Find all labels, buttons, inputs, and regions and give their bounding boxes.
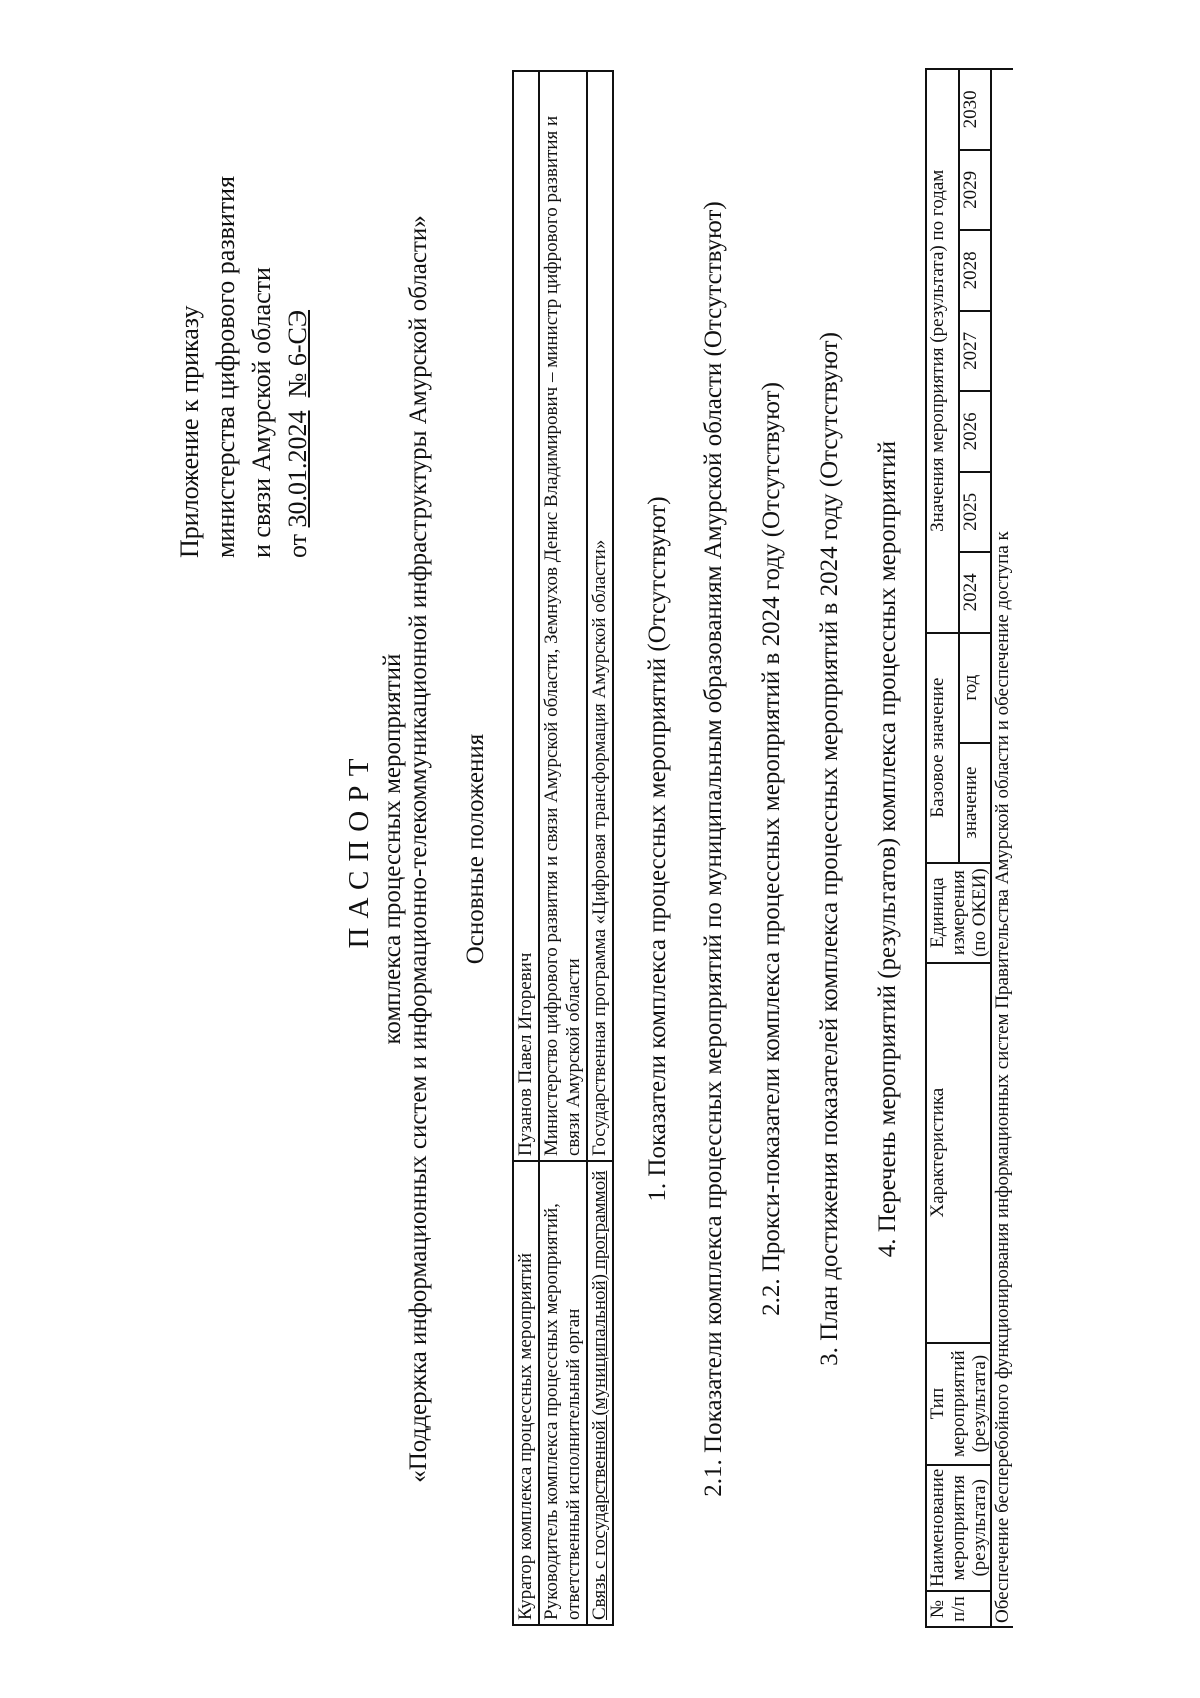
section-3-heading: 3. План достижения показателей комплекса процессных мероприятий в 2024 году (Отсутствуют) (816, 332, 843, 1366)
appendix-date-prefix: от (283, 527, 312, 558)
passport-subtitle: комплекса процессных мероприятий (379, 653, 406, 1045)
events-table (925, 68, 1013, 1628)
section-4-heading: 4. Перечень мероприятий (результатов) комплекса процессных мероприятий (874, 440, 901, 1258)
program-link-label: Связь с государственной (муниципальной) программой (587, 1161, 613, 1625)
table-row (587, 71, 613, 1625)
complex-name: «Поддержка информационных систем и информационно-телекоммуникационной инфраструктуры Амурской области» (405, 215, 432, 1483)
header-year: 2026 (959, 391, 992, 472)
header-characteristic: Характеристика (926, 963, 991, 1343)
basic-provisions-table (512, 70, 614, 1626)
table-row (513, 71, 539, 1625)
header-year: 2027 (959, 311, 992, 392)
appendix-line-2: министерства цифрового развития (211, 175, 240, 558)
header-base: Базовое значение (926, 633, 959, 863)
header-year: 2028 (959, 230, 992, 311)
header-year: 2030 (959, 69, 992, 150)
header-year: 2024 (959, 552, 992, 633)
appendix-line-3: и связи Амурской области (247, 267, 276, 558)
table-row (539, 71, 587, 1625)
section-1-heading: 1. Показатели комплекса процессных мероприятий (Отсутствуют) (644, 496, 671, 1202)
table-header-row (926, 69, 959, 1627)
first-row-text: Обеспечение бесперебойного функционирования информационных систем Правительства Амурской области и обеспечение доступа к (991, 69, 1013, 1627)
header-year: 2029 (959, 150, 992, 231)
header-year: 2025 (959, 472, 992, 553)
section-2-1-heading: 2.1. Показатели комплекса процессных мероприятий по муниципальным образованиям Амурской области (Отсутствуют) (700, 201, 727, 1497)
header-unit: Единица измерения (по ОКЕИ) (926, 863, 991, 963)
appendix-date: 30.01.2024 (283, 410, 312, 528)
head-value: Министерство цифрового развития и связи Амурской области, Земнухов Денис Владимирович – министр цифрового развития и связи Амурской области (539, 71, 587, 1161)
curator-label: Куратор комплекса процессных мероприятий (513, 1161, 539, 1625)
appendix-block (172, 176, 316, 558)
head-label: Руководитель комплекса процессных мероприятий, ответственный исполнительный орган (539, 1161, 587, 1625)
curator-value: Пузанов Павел Игоревич (513, 71, 539, 1161)
section-2-2-heading: 2.2. Прокси-показатели комплекса процессных мероприятий в 2024 году (Отсутствуют) (758, 382, 785, 1316)
header-base-year: год (959, 633, 992, 743)
header-type: Тип мероприятий (результата) (926, 1343, 991, 1465)
passport-title: ПАСПОРТ (343, 749, 375, 949)
header-number: № п/п (926, 1591, 991, 1627)
appendix-line-1: Приложение к приказу (175, 305, 204, 558)
appendix-line-4 (280, 176, 316, 558)
header-name: Наименование мероприятия (результата) (926, 1465, 991, 1591)
header-base-value: значение (959, 743, 992, 863)
program-link-value: Государственная программа «Цифровая трансформация Амурской области» (587, 71, 613, 1161)
table-row (991, 69, 1013, 1627)
appendix-number: № 6-СЭ (283, 309, 312, 398)
basic-provisions-heading: Основные положения (462, 733, 489, 965)
header-years-group: Значения мероприятия (результата) по годам (926, 69, 959, 633)
